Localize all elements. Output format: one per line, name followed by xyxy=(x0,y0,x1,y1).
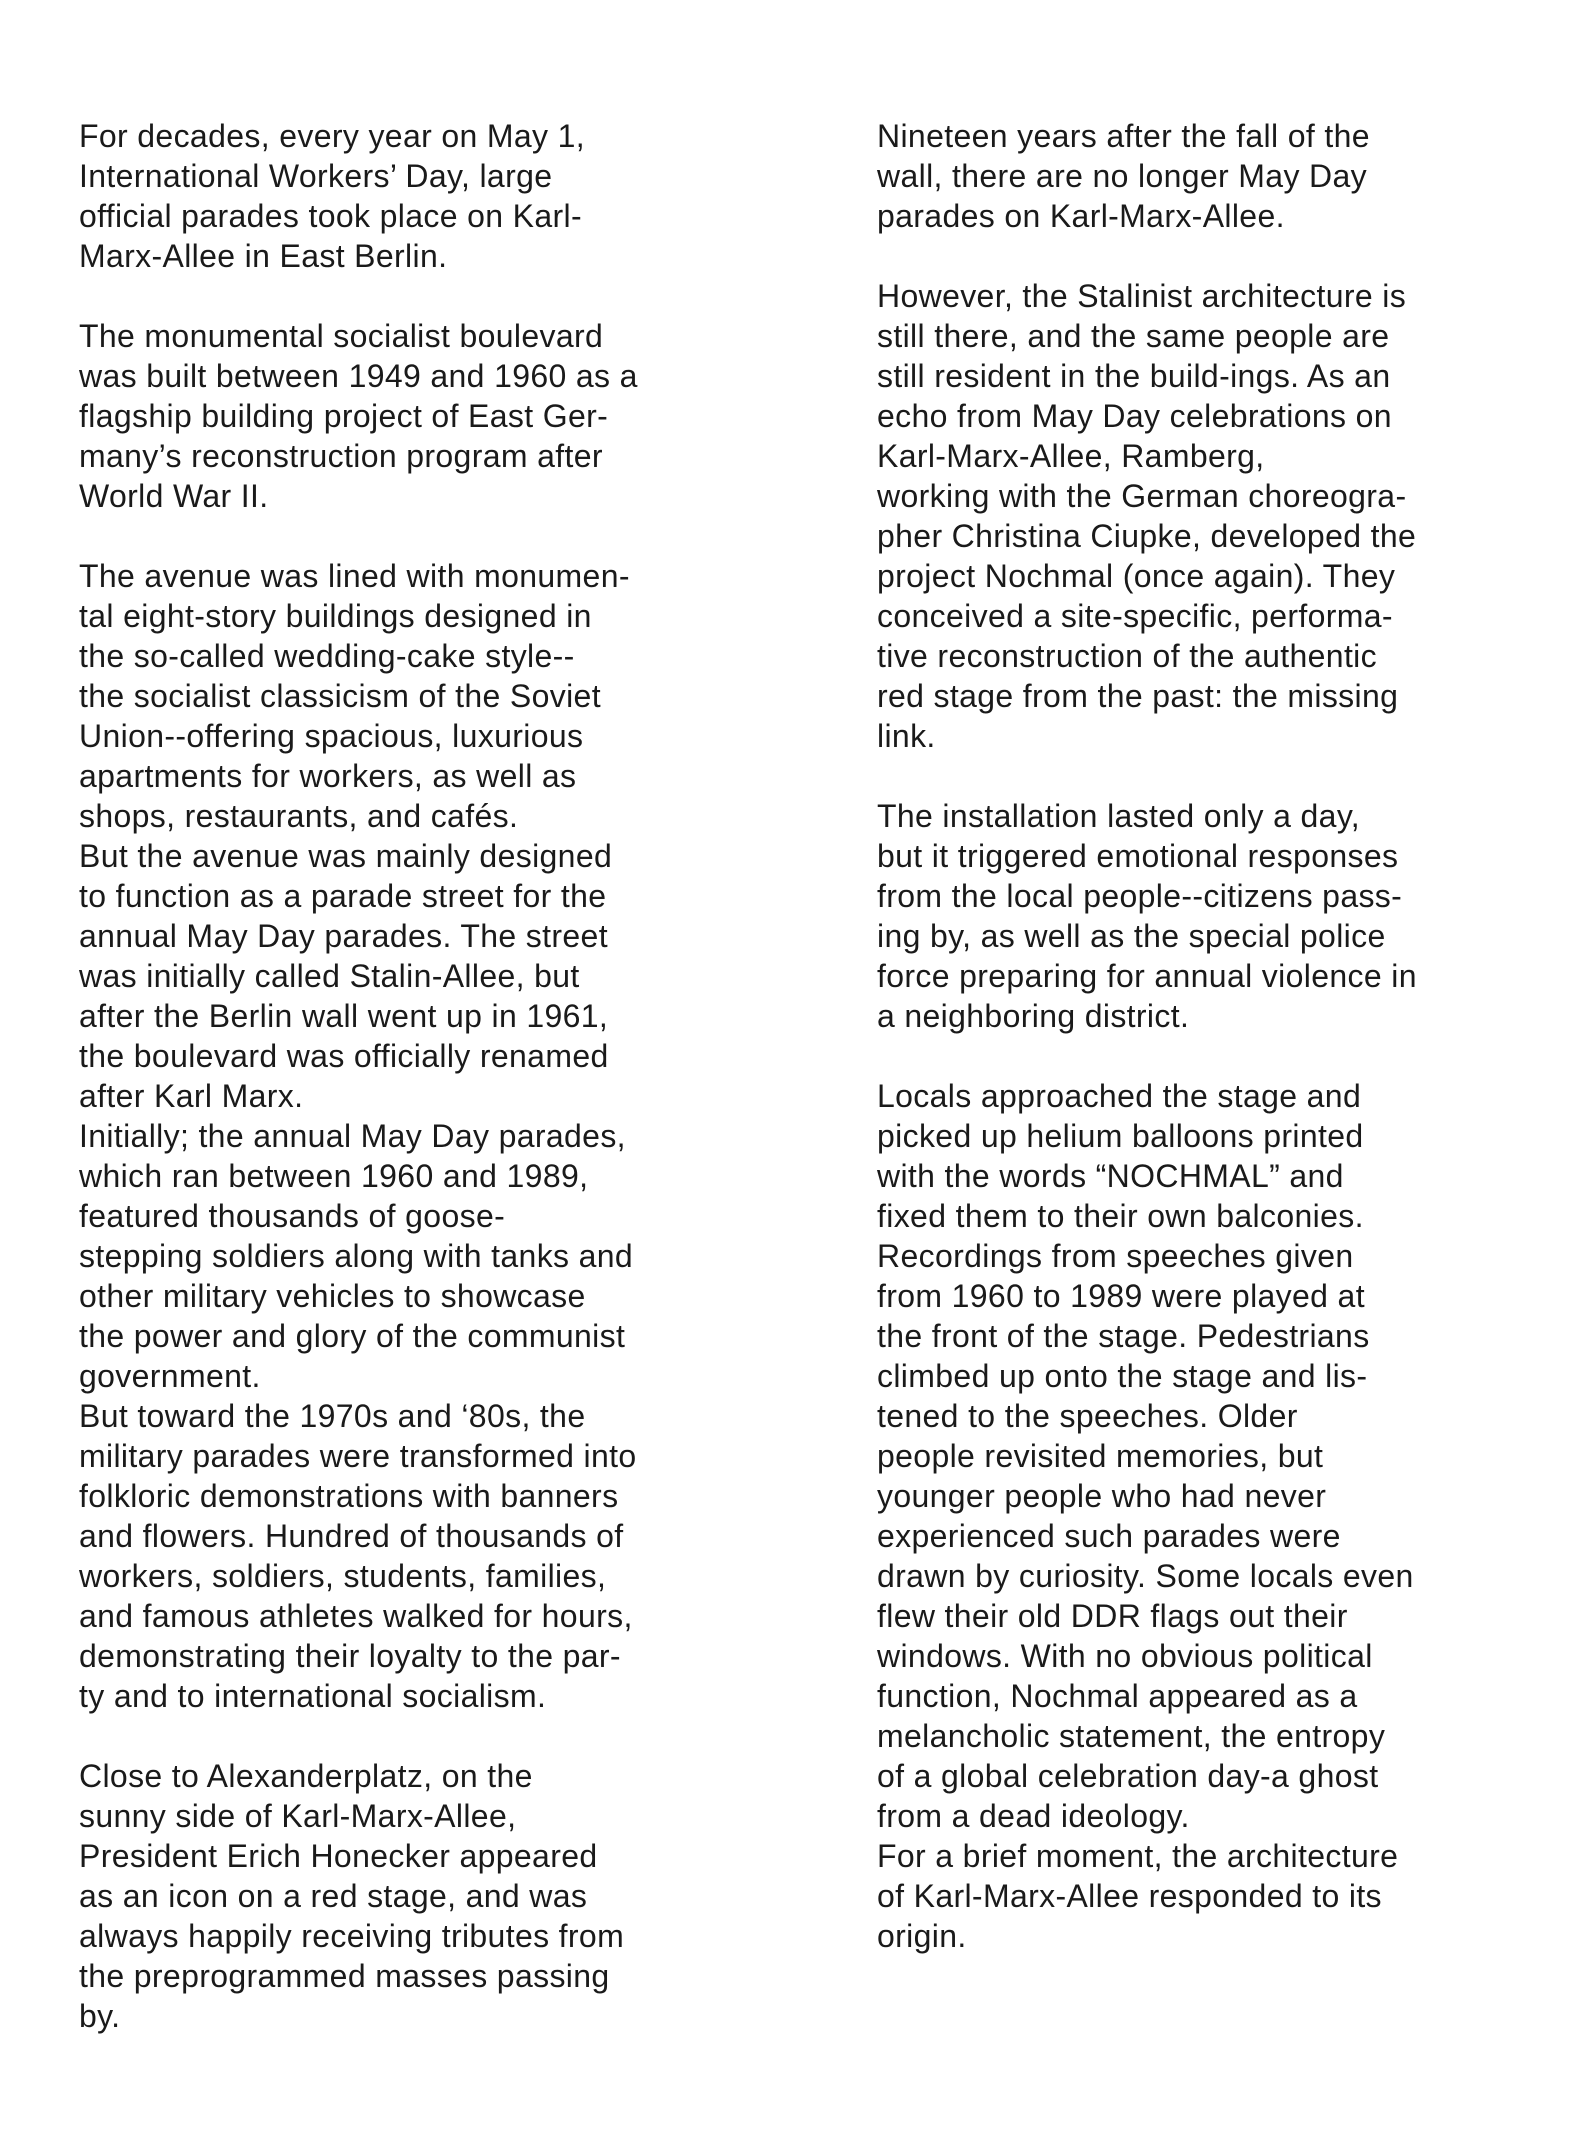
text-line: military parades were transformed into xyxy=(79,1438,637,1474)
right-text-column xyxy=(877,116,1557,1956)
text-line: link. xyxy=(877,718,936,754)
text-line: with the words “NOCHMAL” and xyxy=(877,1158,1344,1194)
text-line: stepping soldiers along with tanks and xyxy=(79,1238,634,1274)
text-line: to function as a parade street for the xyxy=(79,878,607,914)
text-line: But toward the 1970s and ‘80s, the xyxy=(79,1398,586,1434)
text-line: Initially; the annual May Day parades, xyxy=(79,1118,626,1154)
text-line: a neighboring district. xyxy=(877,998,1190,1034)
text-line: featured thousands of goose- xyxy=(79,1198,506,1234)
text-line: windows. With no obvious political xyxy=(877,1638,1373,1674)
text-line: flew their old DDR flags out their xyxy=(877,1598,1348,1634)
paragraph xyxy=(877,116,1557,236)
text-line: the preprogrammed masses passing xyxy=(79,1958,610,1994)
text-line: workers, soldiers, students, families, xyxy=(79,1558,607,1594)
text-line: climbed up onto the stage and lis- xyxy=(877,1358,1368,1394)
text-line: many’s reconstruction program after xyxy=(79,438,603,474)
text-line: from 1960 to 1989 were played at xyxy=(877,1278,1365,1314)
text-line: by. xyxy=(79,1998,121,2034)
text-line: ing by, as well as the special police xyxy=(877,918,1386,954)
text-line: of Karl-Marx-Allee responded to its xyxy=(877,1878,1382,1914)
text-line: ty and to international socialism. xyxy=(79,1678,547,1714)
left-text-column xyxy=(79,116,759,2036)
text-line: World War II. xyxy=(79,478,269,514)
text-line: demonstrating their loyalty to the par- xyxy=(79,1638,621,1674)
text-line: people revisited memories, but xyxy=(877,1438,1324,1474)
paragraph xyxy=(877,796,1557,1036)
text-line: still resident in the build-ings. As an xyxy=(877,358,1391,394)
text-line: For a brief moment, the architecture xyxy=(877,1838,1399,1874)
text-line: the socialist classicism of the Soviet xyxy=(79,678,601,714)
text-line: and famous athletes walked for hours, xyxy=(79,1598,633,1634)
text-line: International Workers’ Day, large xyxy=(79,158,553,194)
text-line: pher Christina Ciupke, developed the xyxy=(877,518,1417,554)
text-line: which ran between 1960 and 1989, xyxy=(79,1158,589,1194)
text-line: but it triggered emotional responses xyxy=(877,838,1399,874)
text-line: force preparing for annual violence in xyxy=(877,958,1417,994)
text-line: tive reconstruction of the authentic xyxy=(877,638,1377,674)
text-line: sunny side of Karl-Marx-Allee, xyxy=(79,1798,517,1834)
paragraph xyxy=(79,1116,759,1396)
text-line: the power and glory of the communist xyxy=(79,1318,626,1354)
text-line: Karl-Marx-Allee, Ramberg, xyxy=(877,438,1265,474)
text-line: official parades took place on Karl- xyxy=(79,198,582,234)
text-line: President Erich Honecker appeared xyxy=(79,1838,598,1874)
text-line: was initially called Stalin-Allee, but xyxy=(79,958,580,994)
text-line: function, Nochmal appeared as a xyxy=(877,1678,1358,1714)
text-line: The monumental socialist boulevard xyxy=(79,318,604,354)
text-line: Nineteen years after the fall of the xyxy=(877,118,1370,154)
text-line: and flowers. Hundred of thousands of xyxy=(79,1518,624,1554)
paragraph xyxy=(79,316,759,516)
text-line: other military vehicles to showcase xyxy=(79,1278,586,1314)
text-line: the boulevard was officially renamed xyxy=(79,1038,609,1074)
text-line: fixed them to their own balconies. xyxy=(877,1198,1364,1234)
text-line: tal eight-story buildings designed in xyxy=(79,598,592,634)
text-line: tened to the speeches. Older xyxy=(877,1398,1298,1434)
text-line: But the avenue was mainly designed xyxy=(79,838,613,874)
text-line: from the local people--citizens pass- xyxy=(877,878,1403,914)
text-line: younger people who had never xyxy=(877,1478,1327,1514)
text-line: Union--offering spacious, luxurious xyxy=(79,718,584,754)
text-line: However, the Stalinist architecture is xyxy=(877,278,1407,314)
text-line: after Karl Marx. xyxy=(79,1078,304,1114)
text-line: after the Berlin wall went up in 1961, xyxy=(79,998,609,1034)
text-line: Locals approached the stage and xyxy=(877,1078,1362,1114)
text-line: The avenue was lined with monumen- xyxy=(79,558,630,594)
text-line: the so-called wedding-cake style-- xyxy=(79,638,575,674)
paragraph xyxy=(79,1396,759,1716)
paragraph xyxy=(79,1756,759,2036)
text-line: annual May Day parades. The street xyxy=(79,918,608,954)
text-line: echo from May Day celebrations on xyxy=(877,398,1392,434)
paragraph xyxy=(79,836,759,1116)
text-line: as an icon on a red stage, and was xyxy=(79,1878,588,1914)
text-line: conceived a site-specific, performa- xyxy=(877,598,1393,634)
text-line: experienced such parades were xyxy=(877,1518,1341,1554)
text-line: melancholic statement, the entropy xyxy=(877,1718,1386,1754)
text-line: red stage from the past: the missing xyxy=(877,678,1399,714)
text-line: Recordings from speeches given xyxy=(877,1238,1354,1274)
text-line: shops, restaurants, and cafés. xyxy=(79,798,519,834)
text-line: picked up helium balloons printed xyxy=(877,1118,1364,1154)
text-line: was built between 1949 and 1960 as a xyxy=(79,358,638,394)
text-line: The installation lasted only a day, xyxy=(877,798,1361,834)
paragraph xyxy=(877,276,1557,756)
text-line: Close to Alexanderplatz, on the xyxy=(79,1758,533,1794)
text-line: parades on Karl-Marx-Allee. xyxy=(877,198,1285,234)
paragraph xyxy=(877,1076,1557,1836)
text-line: from a dead ideology. xyxy=(877,1798,1190,1834)
text-line: For decades, every year on May 1, xyxy=(79,118,586,154)
paragraph xyxy=(877,1836,1557,1956)
text-line: folkloric demonstrations with banners xyxy=(79,1478,619,1514)
text-line: working with the German choreogra- xyxy=(877,478,1407,514)
text-line: drawn by curiosity. Some locals even xyxy=(877,1558,1414,1594)
paragraph xyxy=(79,556,759,836)
paragraph xyxy=(79,116,759,276)
text-line: wall, there are no longer May Day xyxy=(877,158,1368,194)
text-line: the front of the stage. Pedestrians xyxy=(877,1318,1370,1354)
text-line: government. xyxy=(79,1358,261,1394)
text-line: of a global celebration day-a ghost xyxy=(877,1758,1379,1794)
text-line: always happily receiving tributes from xyxy=(79,1918,625,1954)
text-line: project Nochmal (once again). They xyxy=(877,558,1396,594)
text-line: still there, and the same people are xyxy=(877,318,1390,354)
text-line: flagship building project of East Ger- xyxy=(79,398,609,434)
text-line: Marx-Allee in East Berlin. xyxy=(79,238,448,274)
text-line: origin. xyxy=(877,1918,967,1954)
text-line: apartments for workers, as well as xyxy=(79,758,577,794)
